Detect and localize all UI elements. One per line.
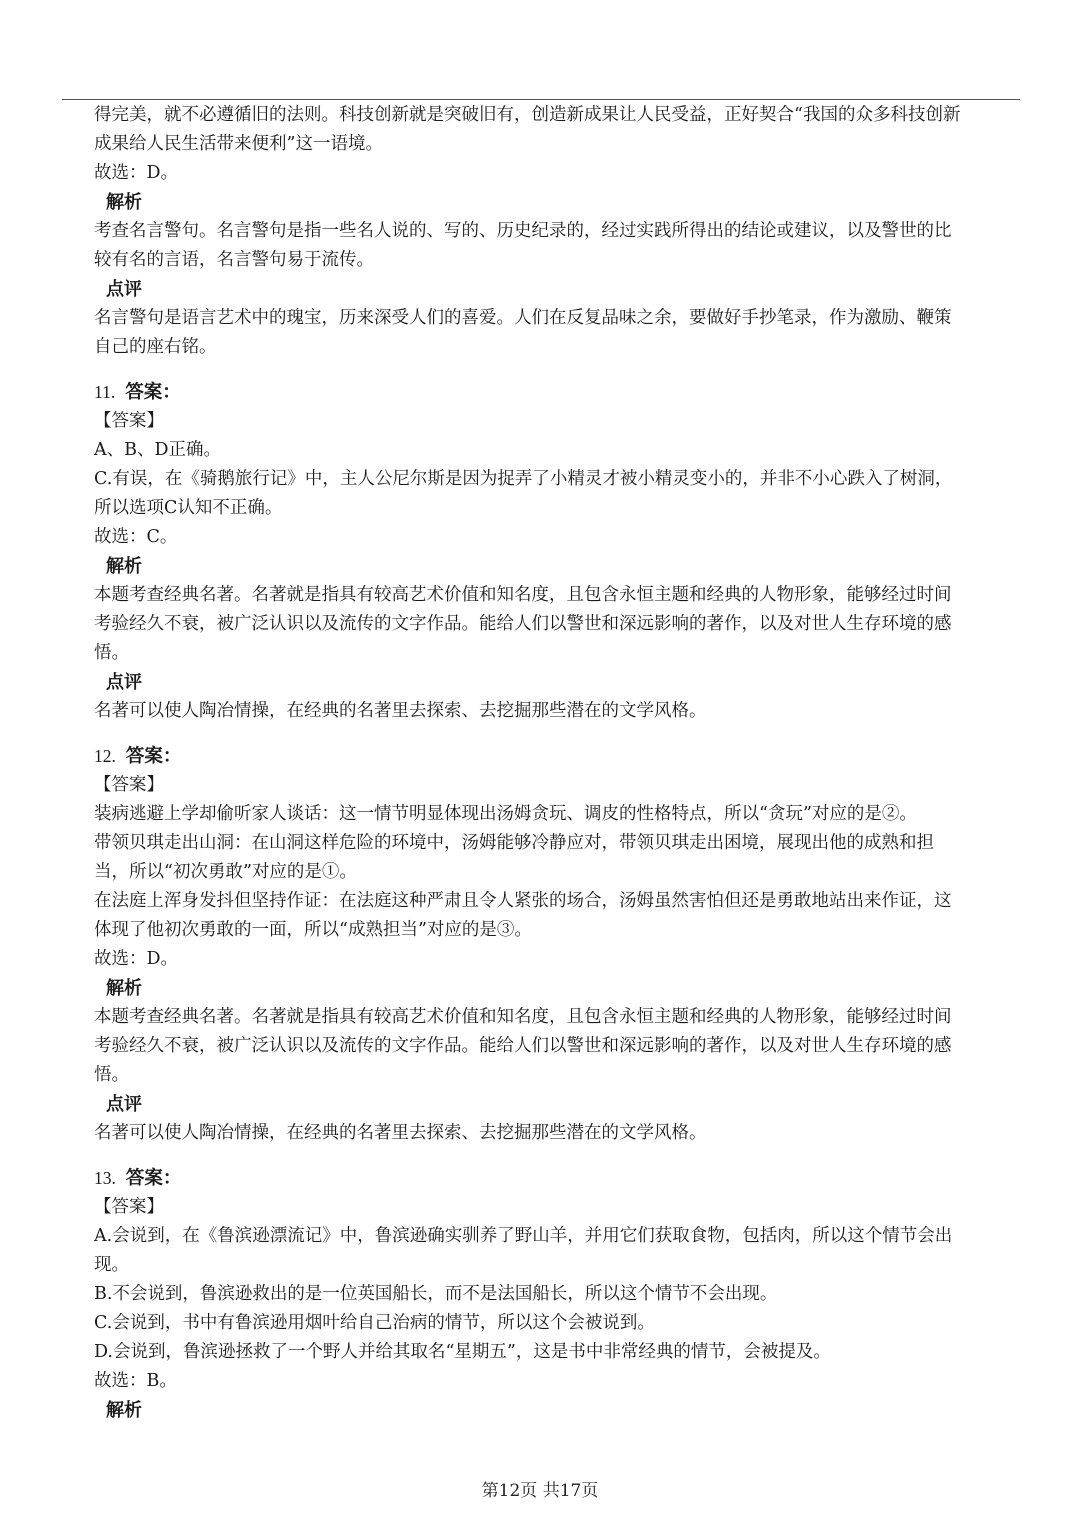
text-line: 现。: [94, 1255, 129, 1275]
text-line: 名言警句是语言艺术中的瑰宝，历来深受人们的喜爱。人们在反复品味之余，要做好手抄笔录，作为激励、鞭策: [94, 308, 952, 328]
text-line: A、B、D正确。: [94, 440, 222, 460]
comment-heading: 点评: [106, 672, 142, 693]
text-line: 得完美，就不必遵循旧的法则。科技创新就是突破旧有，创造新成果让人民受益，正好契合“我国的众多科技创新: [94, 105, 961, 125]
text-line: 名著可以使人陶冶情操，在经典的名著里去探索、去挖掘那些潜在的文学风格。: [94, 1123, 707, 1143]
answer-tag: 【答案】: [94, 1197, 164, 1217]
question-13: [94, 1164, 1042, 1425]
question-number: 12.: [94, 746, 116, 766]
analysis-heading: 解析: [106, 1400, 142, 1421]
text-line: 较有名的言语，名言警句易于流传。: [94, 250, 374, 270]
choice-line: 故选：D。: [94, 163, 179, 183]
choice-line: 故选：C。: [94, 527, 178, 547]
question-12: [94, 742, 1042, 1148]
comment-heading: 点评: [106, 1094, 142, 1115]
text-line: 装病逃避上学却偷听家人谈话：这一情节明显体现出汤姆贪玩、调皮的性格特点，所以“贪玩”对应的是②。: [94, 804, 917, 824]
analysis-heading: 解析: [106, 556, 142, 577]
text-line: 自己的座右铭。: [94, 337, 217, 357]
text-line: 考验经久不衰，被广泛认识以及流传的文字作品。能给人们以警世和深远影响的著作，以及对世人生存环境的感: [94, 1036, 952, 1056]
text-line: 在法庭上浑身发抖但坚持作证：在法庭这种严肃且令人紧张的场合，汤姆虽然害怕但还是勇敢地站出来作证，这: [94, 891, 952, 911]
text-line: 体现了他初次勇敢的一面，所以“成熟担当”对应的是③。: [94, 920, 532, 940]
answer-tag: 【答案】: [94, 411, 164, 431]
text-line: 成果给人民生活带来便利”这一语境。: [94, 134, 383, 154]
answer-label: 答案：: [125, 1168, 182, 1189]
text-line: A.会说到，在《鲁滨逊漂流记》中，鲁滨逊确实驯养了野山羊，并用它们获取食物，包括肉，所以这个情节会出: [94, 1226, 953, 1246]
text-line: 悟。: [94, 1065, 129, 1085]
text-line: 考查名言警句。名言警句是指一些名人说的、写的、历史纪录的，经过实践所得出的结论或建议，以及警世的比: [94, 221, 952, 241]
text-line: 本题考查经典名著。名著就是指具有较高艺术价值和知名度，且包含永恒主题和经典的人物形象，能够经过时间: [94, 585, 952, 605]
text-line: 本题考查经典名著。名著就是指具有较高艺术价值和知名度，且包含永恒主题和经典的人物形象，能够经过时间: [94, 1007, 952, 1027]
choice-line: 故选：B。: [94, 1371, 177, 1391]
question-11: [94, 378, 1042, 726]
text-line: 名著可以使人陶冶情操，在经典的名著里去探索、去挖掘那些潜在的文学风格。: [94, 701, 707, 721]
page-footer: 第12页 共17页: [481, 1481, 599, 1501]
text-line: B.不会说到，鲁滨逊救出的是一位英国船长，而不是法国船长，所以这个情节不会出现。: [94, 1284, 778, 1304]
text-line: C.有误，在《骑鹅旅行记》中，主人公尼尔斯是因为捉弄了小精灵才被小精灵变小的，并非不小心跌入了树洞，: [94, 469, 953, 489]
question-heading: [94, 378, 1042, 407]
question-heading: [94, 742, 1042, 771]
question-heading: [94, 1164, 1042, 1193]
question-number: 11.: [94, 382, 116, 402]
answer-label: 答案：: [125, 746, 182, 767]
q10-tail: [94, 101, 1042, 362]
header-rule: [62, 99, 1020, 100]
text-line: 带领贝琪走出山洞：在山洞这样危险的环境中，汤姆能够冷静应对，带领贝琪走出困境，展现出他的成熟和担: [94, 833, 934, 853]
answer-tag: 【答案】: [94, 775, 164, 795]
analysis-heading: 解析: [106, 192, 142, 213]
text-line: D.会说到，鲁滨逊拯救了一个野人并给其取名“星期五”，这是书中非常经典的情节，会被提及。: [94, 1342, 831, 1362]
page-content: [94, 101, 1042, 1425]
question-number: 13.: [94, 1168, 116, 1188]
text-line: 所以选项C认知不正确。: [94, 498, 283, 518]
answer-label: 答案：: [125, 382, 181, 403]
comment-heading: 点评: [106, 279, 142, 300]
text-line: 悟。: [94, 643, 129, 663]
text-line: 当，所以“初次勇敢”对应的是①。: [94, 862, 357, 882]
text-line: 考验经久不衰，被广泛认识以及流传的文字作品。能给人们以警世和深远影响的著作，以及对世人生存环境的感: [94, 614, 952, 634]
choice-line: 故选：D。: [94, 949, 179, 969]
text-line: C.会说到，书中有鲁滨逊用烟叶给自己治病的情节，所以这个会被说到。: [94, 1313, 655, 1333]
analysis-heading: 解析: [106, 978, 142, 999]
